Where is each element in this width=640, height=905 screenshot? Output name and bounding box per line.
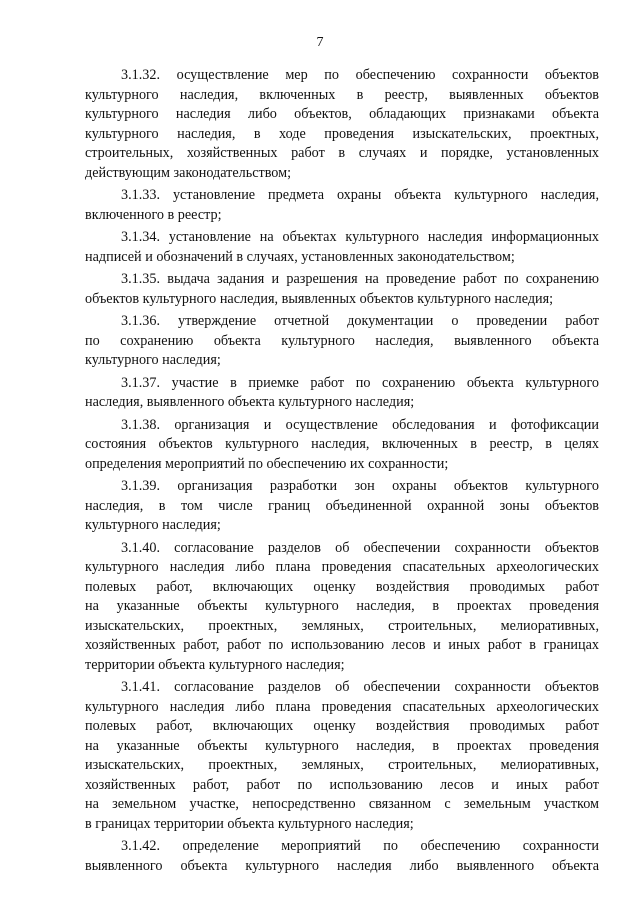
text-line: наследия, выявленного объекта культурного наследия; — [85, 394, 415, 410]
text-line: культурного наследия; — [85, 352, 221, 368]
paragraph — [85, 539, 599, 676]
text-line: 3.1.33. установление предмета охраны объекта культурного наследия, — [121, 187, 599, 203]
text-line: на указанные объекты культурного наследия, в проектах проведения — [85, 598, 599, 614]
paragraph — [85, 374, 599, 413]
text-line: культурного наследия, включенных в реестр, выявленных объектов — [85, 86, 599, 103]
page-number: 7 — [316, 35, 324, 50]
text-line: на земельном участке, непосредственно связанном с земельным участком — [85, 796, 599, 812]
text-line: хозяйственных работ, работ по использованию лесов и иных работ — [85, 776, 599, 793]
text-line: полевых работ, включающих оценку воздействия проводимых работ — [85, 718, 599, 734]
document-body — [85, 66, 599, 879]
text-line: 3.1.39. организация разработки зон охраны объектов культурного — [121, 478, 599, 494]
text-line: хозяйственных работ, работ по использованию лесов и иных работ в границах — [85, 637, 599, 653]
text-line: культурного наследия; — [85, 517, 221, 533]
text-line: 3.1.41. согласование разделов об обеспечении сохранности объектов — [121, 679, 599, 695]
text-line: выявленного объекта культурного наследия либо выявленного объекта — [85, 857, 599, 874]
text-line: состояния объектов культурного наследия, включенных в реестр, в целях — [85, 436, 599, 452]
paragraph — [85, 66, 599, 183]
text-line: объектов культурного наследия, выявленных объектов культурного наследия; — [85, 290, 554, 307]
text-line: 3.1.38. организация и осуществление обследования и фотофиксации — [121, 416, 599, 433]
text-line: 3.1.37. участие в приемке работ по сохранению объекта культурного — [121, 374, 599, 391]
text-line: полевых работ, включающих оценку воздействия проводимых работ — [85, 578, 599, 595]
text-line: территории объекта культурного наследия; — [85, 656, 345, 673]
text-line: 3.1.42. определение мероприятий по обеспечению сохранности — [121, 838, 599, 854]
paragraph — [85, 416, 599, 475]
text-line: определения мероприятий по обеспечению их сохранности; — [85, 455, 449, 472]
text-line: включенного в реестр; — [85, 206, 222, 223]
text-line: изыскательских, проектных, земляных, строительных, мелиоративных, — [85, 757, 599, 773]
text-line: 3.1.36. утверждение отчетной документации о проведении работ — [121, 313, 599, 329]
text-line: культурного наследия либо плана проведения спасательных археологических — [85, 559, 599, 575]
paragraph — [85, 186, 599, 225]
text-line: 3.1.35. выдача задания и разрешения на проведение работ по сохранению — [121, 271, 599, 287]
text-line: культурного наследия, в ходе проведения изыскательских, проектных, — [85, 125, 599, 142]
text-line: по сохранению объекта культурного наследия, выявленного объекта — [85, 332, 599, 349]
paragraph — [85, 228, 599, 267]
text-line: 3.1.40. согласование разделов об обеспечении сохранности объектов — [121, 539, 599, 556]
text-line: культурного наследия либо плана проведения спасательных археологических — [85, 698, 599, 715]
text-line: действующим законодательством; — [85, 164, 292, 181]
text-line: 3.1.32. осуществление мер по обеспечению сохранности объектов — [121, 67, 599, 83]
text-line: на указанные объекты культурного наследия, в проектах проведения — [85, 737, 599, 754]
text-line: культурного наследия либо объектов, обладающих признаками объекта — [85, 106, 599, 122]
text-line: наследия, в том числе границ объединенной охранной зоны объектов — [85, 497, 599, 514]
text-line: изыскательских, проектных, земляных, строительных, мелиоративных, — [85, 617, 599, 634]
paragraph — [85, 270, 599, 309]
paragraph — [85, 312, 599, 371]
text-line: строительных, хозяйственных работ в случаях и порядке, установленных — [85, 145, 599, 161]
text-line: в границах территории объекта культурного наследия; — [85, 815, 414, 832]
text-line: надписей и обозначений в случаях, установленных законодательством; — [85, 248, 515, 265]
paragraph — [85, 678, 599, 834]
paragraph — [85, 837, 599, 876]
paragraph — [85, 477, 599, 536]
text-line: 3.1.34. установление на объектах культурного наследия информационных — [121, 229, 599, 245]
